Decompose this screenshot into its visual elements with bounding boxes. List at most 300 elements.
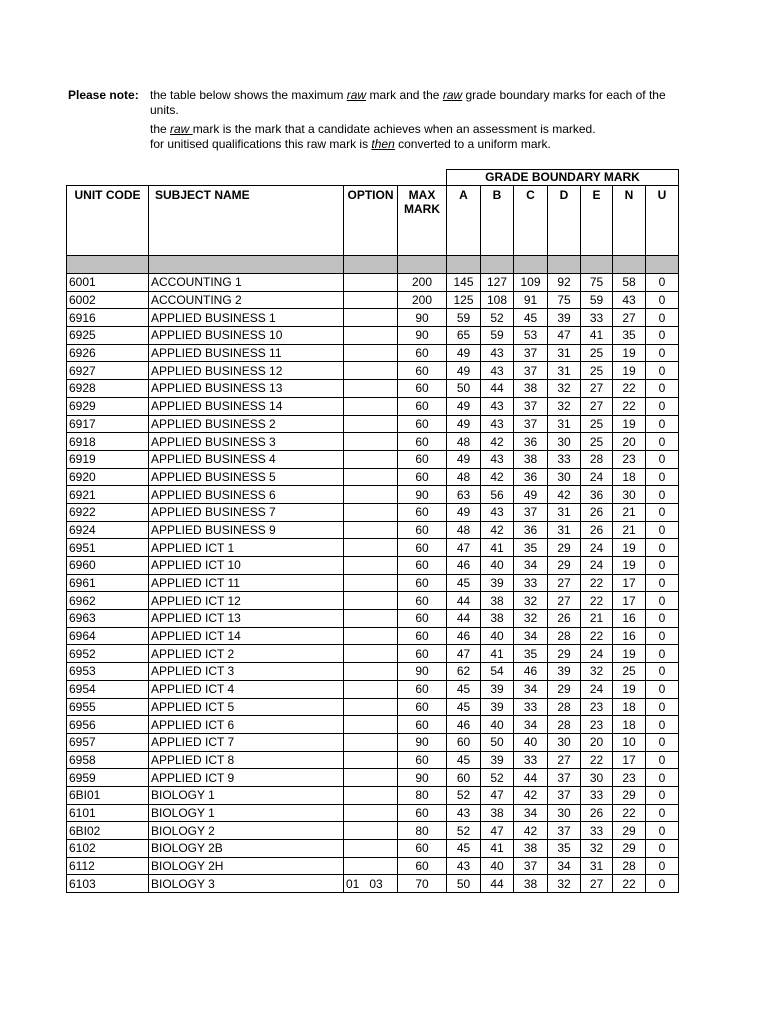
- table-cell: 6112: [67, 857, 149, 875]
- col-e: E: [581, 186, 613, 256]
- table-cell: 60: [398, 521, 447, 539]
- table-cell: 40: [481, 857, 514, 875]
- table-cell: 60: [398, 468, 447, 486]
- table-cell: 29: [613, 840, 646, 858]
- table-cell: APPLIED ICT 10: [149, 557, 344, 575]
- table-cell: APPLIED ICT 9: [149, 769, 344, 787]
- col-n: N: [613, 186, 646, 256]
- table-cell: 46: [447, 557, 481, 575]
- table-cell: 50: [447, 380, 481, 398]
- table-cell: 37: [514, 415, 548, 433]
- table-cell: 25: [581, 415, 613, 433]
- col-option: OPTION: [344, 186, 398, 256]
- table-cell: 75: [548, 291, 581, 309]
- table-cell: 16: [613, 627, 646, 645]
- table-cell: APPLIED BUSINESS 6: [149, 486, 344, 504]
- grade-boundary-header: GRADE BOUNDARY MARK: [446, 169, 679, 185]
- table-cell: 45: [447, 840, 481, 858]
- table-cell: 33: [581, 786, 613, 804]
- table-cell: [344, 804, 398, 822]
- table-cell: 29: [613, 822, 646, 840]
- table-cell: 30: [613, 486, 646, 504]
- table-cell: 34: [514, 627, 548, 645]
- table-cell: 38: [514, 840, 548, 858]
- table-cell: 6953: [67, 663, 149, 681]
- table-row: [67, 291, 679, 309]
- table-cell: 63: [447, 486, 481, 504]
- table-cell: 91: [514, 291, 548, 309]
- table-cell: BIOLOGY 3: [149, 875, 344, 893]
- table-cell: 47: [447, 539, 481, 557]
- table-cell: 65: [447, 327, 481, 345]
- table-cell: 6951: [67, 539, 149, 557]
- table-cell: 39: [481, 574, 514, 592]
- table-cell: 29: [548, 645, 581, 663]
- table-cell: 6961: [67, 574, 149, 592]
- table-cell: 6955: [67, 698, 149, 716]
- table-cell: 60: [398, 751, 447, 769]
- table-cell: 59: [481, 327, 514, 345]
- table-cell: 23: [581, 716, 613, 734]
- table-cell: APPLIED BUSINESS 12: [149, 362, 344, 380]
- table-cell: 45: [447, 680, 481, 698]
- table-row: [67, 327, 679, 345]
- table-cell: APPLIED ICT 7: [149, 733, 344, 751]
- col-u: U: [646, 186, 679, 256]
- table-cell: 6927: [67, 362, 149, 380]
- table-cell: APPLIED BUSINESS 7: [149, 503, 344, 521]
- table-row: [67, 344, 679, 362]
- table-cell: 6928: [67, 380, 149, 398]
- table-cell: 31: [548, 415, 581, 433]
- table-row: [67, 539, 679, 557]
- table-cell: 35: [514, 539, 548, 557]
- table-cell: [344, 857, 398, 875]
- table-cell: 52: [447, 822, 481, 840]
- table-cell: 42: [481, 433, 514, 451]
- note-line-2: the raw mark is the mark that a candidate achieves when an assessment is marked.: [150, 122, 596, 136]
- table-cell: 75: [581, 274, 613, 292]
- table-cell: 34: [514, 557, 548, 575]
- table-cell: 54: [481, 663, 514, 681]
- table-cell: 60: [398, 415, 447, 433]
- table-cell: 34: [514, 716, 548, 734]
- table-cell: 44: [447, 592, 481, 610]
- table-cell: [344, 557, 398, 575]
- table-cell: 0: [646, 857, 679, 875]
- table-cell: 0: [646, 309, 679, 327]
- table-cell: 43: [481, 450, 514, 468]
- table-cell: 32: [548, 875, 581, 893]
- table-row: [67, 433, 679, 451]
- table-cell: [344, 291, 398, 309]
- table-cell: ACCOUNTING 1: [149, 274, 344, 292]
- table-cell: 52: [481, 769, 514, 787]
- table-cell: 37: [548, 822, 581, 840]
- table-cell: 22: [613, 397, 646, 415]
- table-cell: 0: [646, 698, 679, 716]
- table-cell: 52: [481, 309, 514, 327]
- table-cell: 6918: [67, 433, 149, 451]
- table-cell: 19: [613, 539, 646, 557]
- table-cell: 58: [613, 274, 646, 292]
- table-cell: 20: [581, 733, 613, 751]
- table-cell: 33: [548, 450, 581, 468]
- table-cell: 90: [398, 486, 447, 504]
- table-cell: 32: [548, 380, 581, 398]
- table-cell: BIOLOGY 2H: [149, 857, 344, 875]
- table-cell: 6102: [67, 840, 149, 858]
- table-cell: 40: [481, 627, 514, 645]
- table-cell: 80: [398, 786, 447, 804]
- table-cell: 30: [548, 433, 581, 451]
- col-b: B: [481, 186, 514, 256]
- table-cell: APPLIED ICT 4: [149, 680, 344, 698]
- table-row: [67, 716, 679, 734]
- table-cell: [344, 716, 398, 734]
- table-cell: 49: [447, 450, 481, 468]
- table-cell: 49: [514, 486, 548, 504]
- col-max-mark: MAX MARK: [398, 186, 447, 256]
- table-row: [67, 415, 679, 433]
- table-cell: 60: [398, 503, 447, 521]
- table-cell: 30: [548, 468, 581, 486]
- table-cell: 44: [447, 610, 481, 628]
- table-row: [67, 875, 679, 893]
- table-cell: 44: [481, 875, 514, 893]
- table-cell: 31: [581, 857, 613, 875]
- table-cell: 90: [398, 769, 447, 787]
- table-row: [67, 557, 679, 575]
- table-cell: 37: [514, 362, 548, 380]
- table-row: [67, 274, 679, 292]
- table-cell: 32: [581, 663, 613, 681]
- table-cell: 60: [398, 380, 447, 398]
- table-cell: 0: [646, 327, 679, 345]
- table-cell: 38: [514, 380, 548, 398]
- table-cell: 60: [398, 362, 447, 380]
- table-cell: [344, 415, 398, 433]
- table-cell: 39: [481, 751, 514, 769]
- table-cell: 127: [481, 274, 514, 292]
- table-cell: 60: [398, 539, 447, 557]
- table-cell: 34: [514, 804, 548, 822]
- grade-table: [66, 185, 679, 893]
- table-cell: 42: [514, 786, 548, 804]
- table-cell: 60: [398, 627, 447, 645]
- table-cell: 26: [581, 804, 613, 822]
- table-cell: APPLIED ICT 3: [149, 663, 344, 681]
- table-cell: 6954: [67, 680, 149, 698]
- table-cell: 22: [581, 574, 613, 592]
- table-cell: 45: [514, 309, 548, 327]
- table-cell: 0: [646, 486, 679, 504]
- table-row: [67, 450, 679, 468]
- table-cell: 44: [514, 769, 548, 787]
- table-cell: 49: [447, 362, 481, 380]
- table-cell: 90: [398, 663, 447, 681]
- table-cell: 33: [514, 698, 548, 716]
- table-cell: 28: [548, 698, 581, 716]
- table-cell: 24: [581, 468, 613, 486]
- table-cell: 6952: [67, 645, 149, 663]
- table-cell: 39: [481, 698, 514, 716]
- table-cell: 37: [514, 503, 548, 521]
- table-cell: 0: [646, 274, 679, 292]
- table-cell: 17: [613, 574, 646, 592]
- table-cell: 0: [646, 627, 679, 645]
- table-cell: 125: [447, 291, 481, 309]
- table-cell: APPLIED BUSINESS 13: [149, 380, 344, 398]
- table-cell: 49: [447, 344, 481, 362]
- table-cell: 60: [398, 557, 447, 575]
- table-cell: 41: [481, 539, 514, 557]
- table-cell: 38: [481, 610, 514, 628]
- table-row: [67, 645, 679, 663]
- table-cell: [344, 521, 398, 539]
- table-cell: 28: [548, 716, 581, 734]
- table-cell: 28: [581, 450, 613, 468]
- table-row: [67, 468, 679, 486]
- table-cell: 32: [514, 592, 548, 610]
- table-cell: 56: [481, 486, 514, 504]
- table-row: [67, 503, 679, 521]
- table-cell: 34: [548, 857, 581, 875]
- table-cell: 36: [514, 433, 548, 451]
- table-row: [67, 857, 679, 875]
- table-cell: 80: [398, 822, 447, 840]
- table-cell: 24: [581, 645, 613, 663]
- table-cell: 60: [398, 574, 447, 592]
- table-cell: 42: [481, 468, 514, 486]
- table-cell: 18: [613, 468, 646, 486]
- table-cell: 19: [613, 645, 646, 663]
- table-cell: 46: [514, 663, 548, 681]
- table-cell: 30: [581, 769, 613, 787]
- note-line-3: for unitised qualifications this raw mark is then converted to a uniform mark.: [150, 137, 551, 151]
- table-cell: 38: [514, 875, 548, 893]
- table-cell: 27: [581, 380, 613, 398]
- table-cell: 27: [581, 397, 613, 415]
- table-cell: 27: [548, 574, 581, 592]
- table-cell: 43: [447, 857, 481, 875]
- table-cell: 23: [581, 698, 613, 716]
- table-cell: 36: [514, 521, 548, 539]
- table-cell: 19: [613, 362, 646, 380]
- table-cell: [344, 309, 398, 327]
- table-cell: [344, 362, 398, 380]
- table-cell: 22: [613, 380, 646, 398]
- table-cell: 0: [646, 468, 679, 486]
- table-cell: 24: [581, 539, 613, 557]
- table-cell: 6BI02: [67, 822, 149, 840]
- table-row: [67, 309, 679, 327]
- table-cell: 0: [646, 521, 679, 539]
- table-cell: APPLIED BUSINESS 4: [149, 450, 344, 468]
- table-cell: 01 03: [344, 875, 398, 893]
- table-cell: APPLIED ICT 1: [149, 539, 344, 557]
- table-row: [67, 610, 679, 628]
- table-cell: 21: [613, 521, 646, 539]
- table-cell: 0: [646, 610, 679, 628]
- table-cell: 6922: [67, 503, 149, 521]
- table-cell: 17: [613, 592, 646, 610]
- table-cell: 35: [514, 645, 548, 663]
- table-cell: 10: [613, 733, 646, 751]
- table-cell: 24: [581, 680, 613, 698]
- table-cell: 26: [548, 610, 581, 628]
- table-row: [67, 380, 679, 398]
- table-cell: [344, 503, 398, 521]
- table-cell: 25: [581, 362, 613, 380]
- table-cell: [344, 486, 398, 504]
- table-cell: 0: [646, 645, 679, 663]
- table-cell: 42: [548, 486, 581, 504]
- table-cell: 37: [548, 786, 581, 804]
- note-text: [150, 88, 680, 152]
- table-cell: 62: [447, 663, 481, 681]
- table-cell: [344, 680, 398, 698]
- table-cell: [344, 344, 398, 362]
- table-cell: 6921: [67, 486, 149, 504]
- table-cell: APPLIED BUSINESS 10: [149, 327, 344, 345]
- table-cell: 45: [447, 698, 481, 716]
- table-row: [67, 786, 679, 804]
- table-cell: BIOLOGY 2B: [149, 840, 344, 858]
- table-cell: 48: [447, 521, 481, 539]
- table-cell: 6957: [67, 733, 149, 751]
- table-cell: 6001: [67, 274, 149, 292]
- table-cell: 0: [646, 592, 679, 610]
- table-row: [67, 521, 679, 539]
- table-cell: 60: [447, 769, 481, 787]
- separator-row: [67, 256, 679, 274]
- table-cell: 19: [613, 557, 646, 575]
- table-cell: 17: [613, 751, 646, 769]
- table-cell: 36: [581, 486, 613, 504]
- table-cell: 41: [581, 327, 613, 345]
- table-cell: 6926: [67, 344, 149, 362]
- table-row: [67, 663, 679, 681]
- table-cell: 6917: [67, 415, 149, 433]
- table-cell: 23: [613, 769, 646, 787]
- table-cell: 6924: [67, 521, 149, 539]
- table-cell: APPLIED BUSINESS 9: [149, 521, 344, 539]
- table-cell: 39: [548, 663, 581, 681]
- table-cell: 33: [514, 574, 548, 592]
- table-cell: 18: [613, 716, 646, 734]
- table-cell: 31: [548, 521, 581, 539]
- table-cell: 70: [398, 875, 447, 893]
- table-cell: 52: [447, 786, 481, 804]
- table-cell: APPLIED ICT 11: [149, 574, 344, 592]
- table-cell: 43: [481, 344, 514, 362]
- table-cell: 45: [447, 574, 481, 592]
- table-cell: APPLIED BUSINESS 5: [149, 468, 344, 486]
- table-cell: 45: [447, 751, 481, 769]
- table-cell: 28: [548, 627, 581, 645]
- table-cell: 47: [447, 645, 481, 663]
- table-cell: 38: [514, 450, 548, 468]
- table-cell: 60: [398, 344, 447, 362]
- table-cell: [344, 698, 398, 716]
- table-cell: 6920: [67, 468, 149, 486]
- table-cell: [344, 274, 398, 292]
- table-row: [67, 680, 679, 698]
- table-cell: 6962: [67, 592, 149, 610]
- table-cell: APPLIED BUSINESS 2: [149, 415, 344, 433]
- col-a: A: [447, 186, 481, 256]
- table-cell: 40: [481, 557, 514, 575]
- table-cell: 59: [581, 291, 613, 309]
- table-cell: 38: [481, 592, 514, 610]
- table-cell: 22: [581, 592, 613, 610]
- table-cell: [344, 380, 398, 398]
- table-cell: 0: [646, 574, 679, 592]
- table-cell: [344, 610, 398, 628]
- table-cell: 39: [481, 680, 514, 698]
- note-line-1: the table below shows the maximum raw mark and the raw grade boundary marks for each of the units.: [150, 88, 666, 117]
- table-cell: 20: [613, 433, 646, 451]
- table-cell: 23: [613, 450, 646, 468]
- table-cell: 60: [398, 804, 447, 822]
- table-cell: 43: [481, 362, 514, 380]
- table-cell: 43: [481, 415, 514, 433]
- table-cell: 47: [548, 327, 581, 345]
- table-cell: 0: [646, 733, 679, 751]
- table-cell: 41: [481, 840, 514, 858]
- table-cell: 19: [613, 344, 646, 362]
- table-row: [67, 822, 679, 840]
- table-cell: 60: [398, 397, 447, 415]
- table-cell: 0: [646, 433, 679, 451]
- table-cell: 200: [398, 291, 447, 309]
- table-cell: 50: [481, 733, 514, 751]
- table-cell: 26: [581, 521, 613, 539]
- table-cell: 19: [613, 680, 646, 698]
- table-cell: ACCOUNTING 2: [149, 291, 344, 309]
- table-cell: 200: [398, 274, 447, 292]
- table-cell: APPLIED ICT 13: [149, 610, 344, 628]
- table-cell: 48: [447, 468, 481, 486]
- table-row: [67, 804, 679, 822]
- table-cell: 6958: [67, 751, 149, 769]
- table-cell: 0: [646, 840, 679, 858]
- table-cell: 92: [548, 274, 581, 292]
- table-cell: 22: [613, 804, 646, 822]
- table-cell: APPLIED ICT 6: [149, 716, 344, 734]
- table-cell: 37: [548, 769, 581, 787]
- table-cell: 38: [481, 804, 514, 822]
- table-cell: 0: [646, 822, 679, 840]
- table-cell: 37: [514, 344, 548, 362]
- table-cell: 59: [447, 309, 481, 327]
- table-cell: 53: [514, 327, 548, 345]
- table-cell: 32: [548, 397, 581, 415]
- table-cell: [344, 592, 398, 610]
- table-cell: 0: [646, 557, 679, 575]
- note-label: Please note:: [68, 88, 139, 102]
- table-cell: 0: [646, 875, 679, 893]
- table-cell: APPLIED ICT 12: [149, 592, 344, 610]
- table-cell: 0: [646, 503, 679, 521]
- table-cell: [344, 397, 398, 415]
- table-cell: 0: [646, 450, 679, 468]
- table-cell: 43: [481, 397, 514, 415]
- table-row: [67, 698, 679, 716]
- table-cell: 0: [646, 769, 679, 787]
- table-cell: 46: [447, 627, 481, 645]
